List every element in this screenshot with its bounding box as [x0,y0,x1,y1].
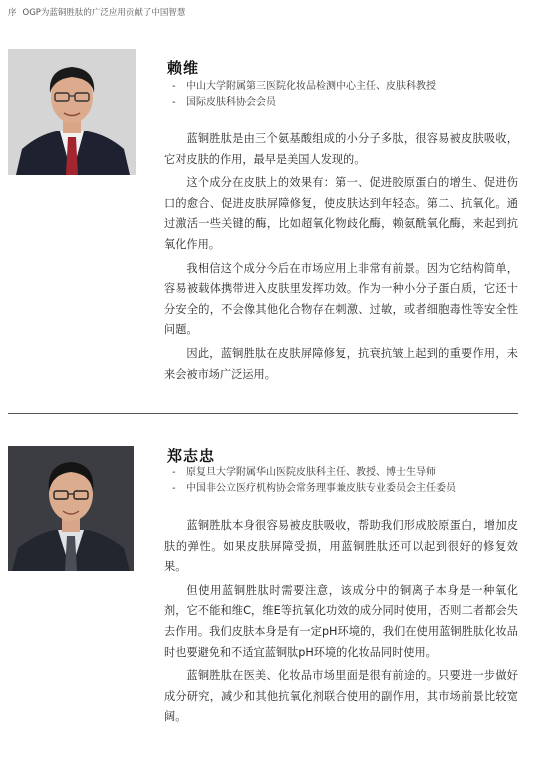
statement-paragraph: 蓝铜胜肽本身很容易被皮肤吸收，帮助我们形成胶原蛋白，增加皮肤的弹性。如果皮肤屏障受损，用蓝铜胜肽还可以起到很好的修复效果。 [164,519,518,574]
header-label: 序 [8,8,17,18]
credential-item: - 原复旦大学附属华山医院皮肤科主任、教授、博士生导师 [172,467,436,478]
profile-name: 郑志忠 [167,447,216,465]
statement-paragraph: 我相信这个成分今后在市场应用上非常有前景。因为它结构简单，容易被载体携带进入皮肤里发挥功效。作为一种小分子蛋白质，它还十分安全的，不会像其他化合物存在刺激、过敏，或者细胞毒性等安全性问题。 [164,261,518,337]
profile-name: 赖维 [167,59,200,77]
statement-paragraph: 蓝铜胜肽在医美、化妆品市场里面是很有前途的。只要进一步做好成分研究，减少和其他抗氧化剂联合使用的副作用，其市场前景比较宽阔。 [164,669,518,724]
credential-item: - 国际皮肤科协会会员 [172,97,276,108]
credential-item: - 中山大学附属第三医院化妆品检测中心主任、皮肤科教授 [172,81,436,92]
section-divider [8,413,518,414]
statement-paragraph: 蓝铜胜肽是由三个氨基酸组成的小分子多肽，很容易被皮肤吸收，它对皮肤的作用，最早是美国人发现的。 [164,132,518,166]
portrait-photo-zheng-zhizhong [8,446,134,571]
profile-statement [164,129,518,388]
page-header [8,6,185,18]
statement-paragraph: 但使用蓝铜胜肽时需要注意，该成分中的铜离子本身是一种氧化剂，它不能和维C，维E等抗氧化功效的成分同时使用，否则二者都会失去作用。我们皮肤本身是有一定pH环境的，我们在使用蓝铜胜肽化妆品时也要避免和不适宜蓝铜肽pH环境的化妆品同时使用。 [164,583,518,659]
statement-paragraph: 因此，蓝铜胜肽在皮肤屏障修复，抗衰抗皱上起到的重要作用，未来会被市场广泛运用。 [164,346,518,381]
credential-item: - 中国非公立医疗机构协会常务理事兼皮肤专业委员会主任委员 [172,483,456,494]
credentials-list [172,79,436,111]
statement-paragraph: 这个成分在皮肤上的效果有：第一、促进胶原蛋白的增生、促进伤口的愈合、促进皮肤屏障修复，使皮肤达到年轻态。第二、抗氧化。通过激活一些关键的酶，比如超氧化物歧化酶，赖氨酰氧化酶，来起到抗氧化作用。 [164,176,518,251]
credentials-list [172,465,456,497]
profile-statement [164,516,518,731]
header-title: OGP为蓝铜胜肽的广泛应用贡献了中国智慧 [22,8,186,18]
portrait-photo-lai-wei [8,49,136,175]
